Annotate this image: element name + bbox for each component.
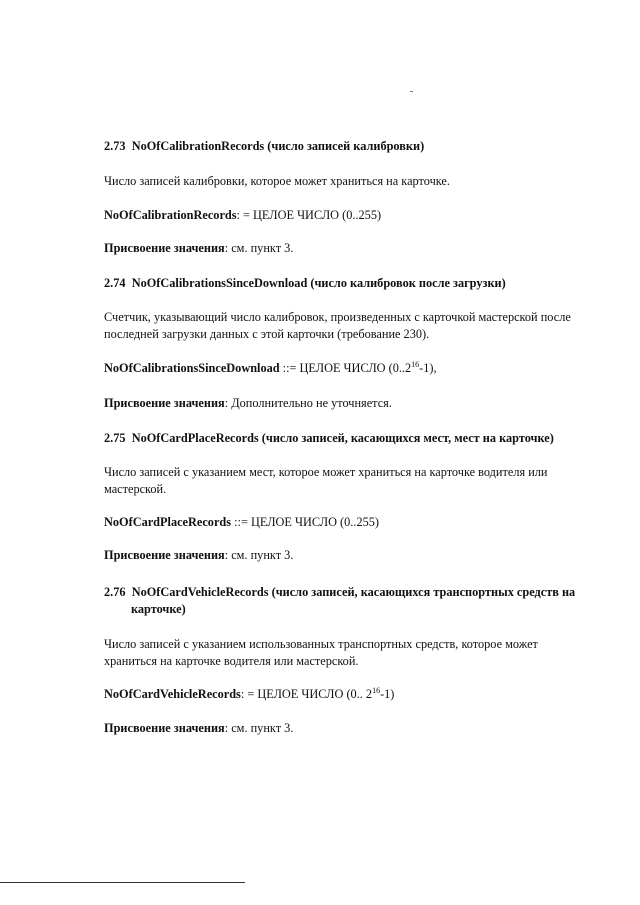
section-heading-2-74 [104,275,589,292]
section-description: Счетчик, указывающий число калибровок, произведенных с карточкой мастерской после последней загрузки данных с этой карточки (требование 230). [104,310,571,341]
assignment-value: : см. пункт 3. [224,721,294,735]
assignment-label: Присвоение значения [104,721,225,735]
definition-expression: ::= ЦЕЛОЕ ЧИСЛО (0..255) [231,515,379,529]
definition-expression: : = ЦЕЛОЕ ЧИСЛО (0..255) [236,208,382,222]
assignment-value: : Дополнительно не уточняется. [224,396,392,410]
section-title-line2: карточке) [131,602,186,616]
assignment-line [104,240,589,257]
section-number: 2.76 [104,585,126,599]
assignment-line [104,547,589,564]
definition-line [104,207,589,224]
assignment-label: Присвоение значения [104,241,225,255]
section-number: 2.74 [104,276,126,290]
section-heading-2-76 [104,584,589,618]
section-title: NoOfCalibrationsSinceDownload (число калибровок после загрузки) [131,276,506,290]
assignment-value: : см. пункт 3. [224,241,294,255]
section-number: 2.75 [104,431,126,445]
definition-expression-pre: : = ЦЕЛОЕ ЧИСЛО (0.. 2 [240,687,373,701]
section-title-line1: NoOfCardVehicleRecords (число записей, касающихся транспортных средств на [131,585,576,599]
section-title: NoOfCardPlaceRecords (число записей, касающихся мест, мест на карточке) [131,431,554,445]
assignment-label: Присвоение значения [104,396,225,410]
assignment-line [104,395,589,412]
definition-exponent: 16 [372,686,381,695]
footer-rule [0,882,245,883]
definition-line [104,686,589,704]
definition-expression-post: -1), [419,361,437,375]
section-title: NoOfCalibrationRecords (число записей калибровки) [131,139,425,153]
section-heading-2-73 [104,138,589,155]
definition-name: NoOfCardVehicleRecords [104,687,241,701]
assignment-label: Присвоение значения [104,548,225,562]
section-number: 2.73 [104,139,126,153]
scan-speck [410,91,413,92]
section-description: Число записей с указанием мест, которое может храниться на карточке водителя или мастерской. [104,465,548,496]
definition-line [104,514,589,531]
definition-name: NoOfCalibrationRecords [104,208,237,222]
definition-name: NoOfCalibrationsSinceDownload [104,361,280,375]
assignment-line [104,720,589,737]
definition-expression-pre: ::= ЦЕЛОЕ ЧИСЛО (0..2 [279,361,412,375]
definition-line [104,360,589,378]
definition-name: NoOfCardPlaceRecords [104,515,232,529]
definition-expression-post: -1) [380,687,395,701]
section-heading-2-75 [104,430,589,447]
assignment-value: : см. пункт 3. [224,548,294,562]
definition-exponent: 16 [411,360,420,369]
section-description: Число записей калибровки, которое может храниться на карточке. [104,174,450,188]
section-description: Число записей с указанием использованных транспортных средств, которое может храниться на карточке водителя или мастерской. [104,637,538,668]
